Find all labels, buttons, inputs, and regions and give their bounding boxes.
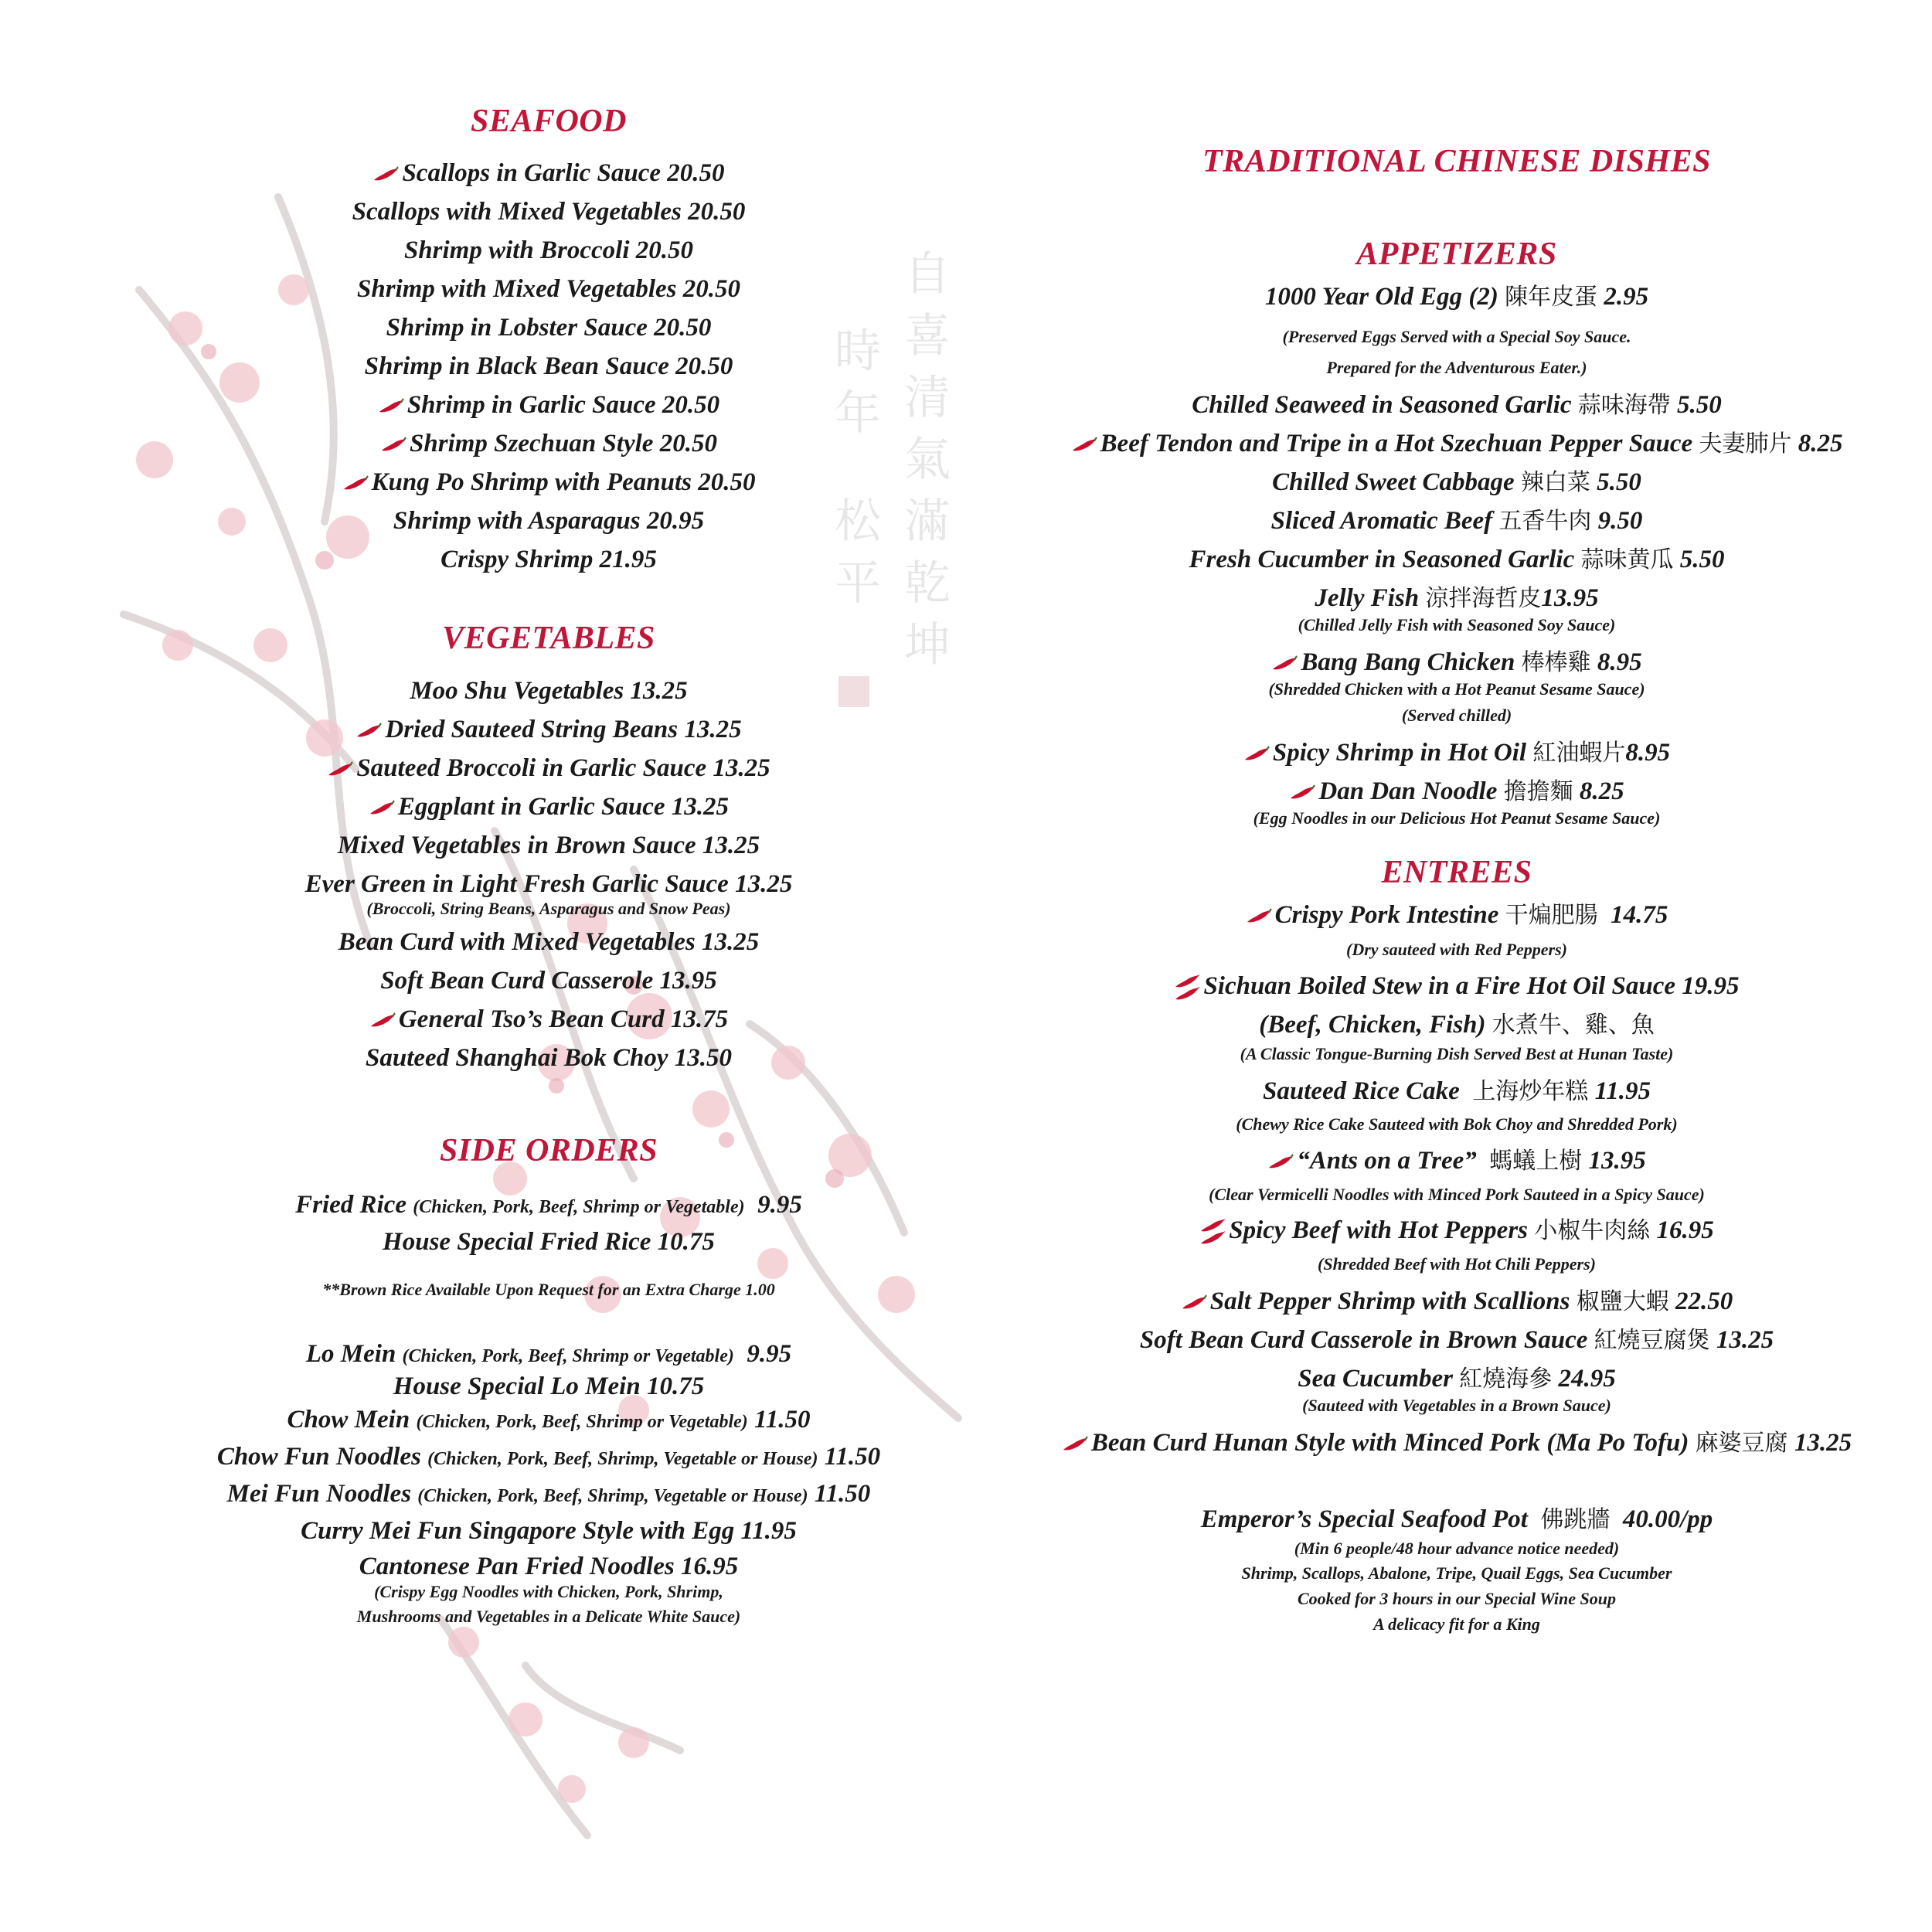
menu-item-lo-mein: Lo Mein (Chicken, Pork, Beef, Shrimp or Vegetable) 9.95 <box>305 1340 792 1368</box>
chili-pepper-icon <box>1243 746 1270 763</box>
menu-item-egg: 1000 Year Old Egg (2) 陳年皮蛋 2.95 <box>1264 283 1649 311</box>
menu-item: Kung Po Shrimp with Peanuts 20.50 <box>178 468 920 497</box>
menu-item: Sauteed Broccoli in Garlic Sauce 13.25 <box>178 753 920 783</box>
menu-item-fried-rice: Fried Rice (Chicken, Pork, Beef, Shrimp or Vegetable) 9.95 <box>295 1191 802 1219</box>
menu-item-note: Mushrooms and Vegetables in a Delicate White Sauce) <box>356 1607 741 1626</box>
menu-item-note: (Shredded Chicken with a Hot Peanut Sesame Sauce) <box>1268 679 1645 699</box>
menu-item: Sauteed Shanghai Bok Choy 13.50 <box>365 1044 733 1072</box>
menu-item-ants-on-a-tree: “Ants on a Tree” 螞蟻上樹 13.95 <box>1028 1146 1886 1176</box>
menu-item-note: (Egg Noodles in our Delicious Hot Peanut Sesame Sauce) <box>1253 808 1661 828</box>
menu-item-cucumber: Fresh Cucumber in Seasoned Garlic 蒜味黄瓜 5.50 <box>1189 546 1725 573</box>
menu-item-boiled-stew: Sichuan Boiled Stew in a Fire Hot Oil Sauce 19.95 <box>1028 971 1886 1002</box>
menu-item-spicy-beef: Spicy Beef with Hot Peppers 小椒牛肉絲 16.95 <box>1028 1216 1886 1247</box>
menu-item-note: (Shredded Beef with Hot Chili Peppers) <box>1318 1254 1596 1274</box>
menu-item-ma-po-tofu: Bean Curd Hunan Style with Minced Pork (Ma Po Tofu) 麻婆豆腐 13.25 <box>1028 1428 1886 1458</box>
menu-item-rice-cake: Sauteed Rice Cake 上海炒年糕 11.95 <box>1263 1077 1651 1105</box>
menu-item: Dried Sauteed String Beans 13.25 <box>178 715 920 744</box>
chili-pepper-icon <box>1062 1436 1088 1453</box>
menu-item: Shrimp with Asparagus 20.95 <box>393 507 705 535</box>
section-title-traditional: TRADITIONAL CHINESE DISHES <box>1202 144 1711 179</box>
menu-item-note: (Clear Vermicelli Noodles with Minced Pork Sauteed in a Spicy Sauce) <box>1209 1185 1705 1204</box>
menu-item-note: (Sauteed with Vegetables in a Brown Sauce) <box>1302 1396 1611 1415</box>
double-chili-pepper-icon <box>1199 1217 1226 1247</box>
section-title-entrees: ENTREES <box>1381 855 1532 890</box>
svg-text:清: 清 <box>904 371 951 425</box>
menu-item-intestine: Crispy Pork Intestine 干煸肥腸 14.75 <box>1028 900 1886 930</box>
menu-item-jelly-fish: Jelly Fish 涼拌海哲皮13.95 <box>1315 584 1599 612</box>
menu-item-emperor-seafood-pot: Emperor’s Special Seafood Pot 佛跳牆 40.00/pp <box>1200 1505 1713 1533</box>
menu-item: Shrimp with Broccoli 20.50 <box>403 236 694 264</box>
menu-item: Soft Bean Curd Casserole 13.95 <box>380 967 717 995</box>
double-chili-pepper-icon <box>1174 973 1200 1002</box>
menu-item: Shrimp Szechuan Style 20.50 <box>178 429 920 458</box>
menu-item-note: Cooked for 3 hours in our Special Wine Soup <box>1298 1589 1616 1608</box>
menu-item: Shrimp in Black Bean Sauce 20.50 <box>364 352 733 380</box>
menu-item-spicy-shrimp: Spicy Shrimp in Hot Oil 紅油蝦片8.95 <box>1028 738 1886 768</box>
svg-text:平: 平 <box>835 556 881 611</box>
menu-item-note: A delicacy fit for a King <box>1373 1614 1540 1634</box>
chili-pepper-icon <box>1267 1154 1294 1171</box>
section-title-appetizers: APPETIZERS <box>1356 236 1557 272</box>
svg-text:乾: 乾 <box>904 556 951 611</box>
menu-item-beef: Sliced Aromatic Beef 五香牛肉 9.50 <box>1270 507 1643 535</box>
chili-pepper-icon <box>369 1012 396 1029</box>
menu-item-boiled-stew-options: (Beef, Chicken, Fish) 水煮牛、雞、魚 <box>1259 1011 1655 1039</box>
menu-item: Cantonese Pan Fried Noodles 16.95 <box>359 1553 739 1580</box>
menu-item-note: (Crispy Egg Noodles with Chicken, Pork, Shrimp, <box>374 1582 723 1601</box>
menu-item: Bean Curd with Mixed Vegetables 13.25 <box>338 928 760 956</box>
svg-text:坤: 坤 <box>904 618 951 672</box>
brown-rice-note: **Brown Rice Available Upon Request for an Extra Charge 1.00 <box>322 1280 775 1299</box>
svg-text:松: 松 <box>835 495 881 549</box>
chili-pepper-icon <box>342 475 369 492</box>
svg-text:喜: 喜 <box>904 309 951 363</box>
svg-text:年: 年 <box>835 386 881 440</box>
menu-item-note: (Served chilled) <box>1401 706 1512 725</box>
menu-item-note: (A Classic Tongue-Burning Dish Served Best at Hunan Taste) <box>1240 1044 1674 1063</box>
menu-item-note: (Broccoli, String Beans, Asparagus and Snow Peas) <box>366 899 731 918</box>
section-title-side-orders: SIDE ORDERS <box>439 1133 658 1168</box>
svg-text:時: 時 <box>835 325 881 379</box>
svg-text:氣: 氣 <box>904 433 951 487</box>
menu-item: Eggplant in Garlic Sauce 13.25 <box>178 792 920 821</box>
menu-item-note: Shrimp, Scallops, Abalone, Tripe, Quail Eggs, Sea Cucumber <box>1241 1563 1672 1583</box>
svg-text:滿: 滿 <box>904 495 951 549</box>
menu-item: House Special Fried Rice 10.75 <box>383 1228 715 1256</box>
menu-item: Shrimp with Mixed Vegetables 20.50 <box>357 275 740 303</box>
menu-item-note: (Chilled Jelly Fish with Seasoned Soy Sauce) <box>1298 615 1616 634</box>
menu-item: Crispy Shrimp 21.95 <box>440 546 657 573</box>
menu-item-note: Prepared for the Adventurous Eater.) <box>1326 358 1587 377</box>
menu-item: Ever Green in Light Fresh Garlic Sauce 13.25 <box>304 870 793 898</box>
menu-item-chow-mein: Chow Mein (Chicken, Pork, Beef, Shrimp or Vegetable) 11.50 <box>287 1406 811 1434</box>
menu-item: General Tso’s Bean Curd 13.75 <box>178 1005 920 1034</box>
menu-item-note: (Preserved Eggs Served with a Special Soy Sauce. <box>1282 327 1631 346</box>
menu-item-mei-fun: Mei Fun Noodles (Chicken, Pork, Beef, Shrimp, Vegetable or House) 11.50 <box>226 1480 871 1508</box>
chili-pepper-icon <box>1289 784 1315 801</box>
menu-item: Curry Mei Fun Singapore Style with Egg 11.95 <box>301 1517 797 1545</box>
menu-item-note: (Min 6 people/48 hour advance notice needed) <box>1294 1539 1620 1558</box>
chili-pepper-icon <box>380 437 406 454</box>
section-title-seafood: SEAFOOD <box>471 104 627 139</box>
menu-item: Mixed Vegetables in Brown Sauce 13.25 <box>337 832 760 859</box>
chili-pepper-icon <box>1246 908 1272 925</box>
chili-pepper-icon <box>327 761 353 778</box>
menu-item: Moo Shu Vegetables 13.25 <box>410 677 688 705</box>
menu-item-seaweed: Chilled Seaweed in Seasoned Garlic 蒜味海帶 5.50 <box>1192 391 1722 419</box>
menu-item: Scallops with Mixed Vegetables 20.50 <box>352 198 746 226</box>
chili-pepper-icon <box>1181 1294 1207 1311</box>
menu-item-note: (Chewy Rice Cake Sauteed with Bok Choy and Shredded Pork) <box>1236 1114 1678 1134</box>
menu-item-salt-pepper-shrimp: Salt Pepper Shrimp with Scallions 椒鹽大蝦 22.50 <box>1028 1287 1886 1317</box>
chili-pepper-icon <box>369 800 395 817</box>
menu-item-cabbage: Chilled Sweet Cabbage 辣白菜 5.50 <box>1272 468 1641 496</box>
chili-pepper-icon <box>378 398 404 415</box>
menu-item: Shrimp in Garlic Sauce 20.50 <box>178 390 920 420</box>
menu-item: House Special Lo Mein 10.75 <box>393 1372 705 1400</box>
menu-item-soft-bean-curd: Soft Bean Curd Casserole in Brown Sauce 紅燒豆腐煲 13.25 <box>1139 1326 1774 1354</box>
menu-item-note: (Dry sauteed with Red Peppers) <box>1346 940 1567 959</box>
chili-pepper-icon <box>355 723 382 740</box>
menu-item-bang-bang: Bang Bang Chicken 棒棒雞 8.95 <box>1028 648 1886 678</box>
svg-text:自: 自 <box>904 247 951 301</box>
menu-item-dan-dan: Dan Dan Noodle 擔擔麵 8.25 <box>1028 777 1886 807</box>
menu-item: Shrimp in Lobster Sauce 20.50 <box>386 314 712 342</box>
section-title-vegetables: VEGETABLES <box>442 621 655 656</box>
menu-item: Scallops in Garlic Sauce 20.50 <box>178 158 920 188</box>
menu-item-chow-fun: Chow Fun Noodles (Chicken, Pork, Beef, Shrimp, Vegetable or House) 11.50 <box>216 1443 881 1471</box>
chili-pepper-icon <box>1071 437 1097 454</box>
chili-pepper-icon <box>372 166 399 183</box>
menu-item-tendon: Beef Tendon and Tripe in a Hot Szechuan Pepper Sauce 夫妻肺片 8.25 <box>1028 429 1886 459</box>
chili-pepper-icon <box>1271 655 1298 672</box>
menu-item-sea-cucumber: Sea Cucumber 紅燒海參 24.95 <box>1298 1365 1616 1393</box>
